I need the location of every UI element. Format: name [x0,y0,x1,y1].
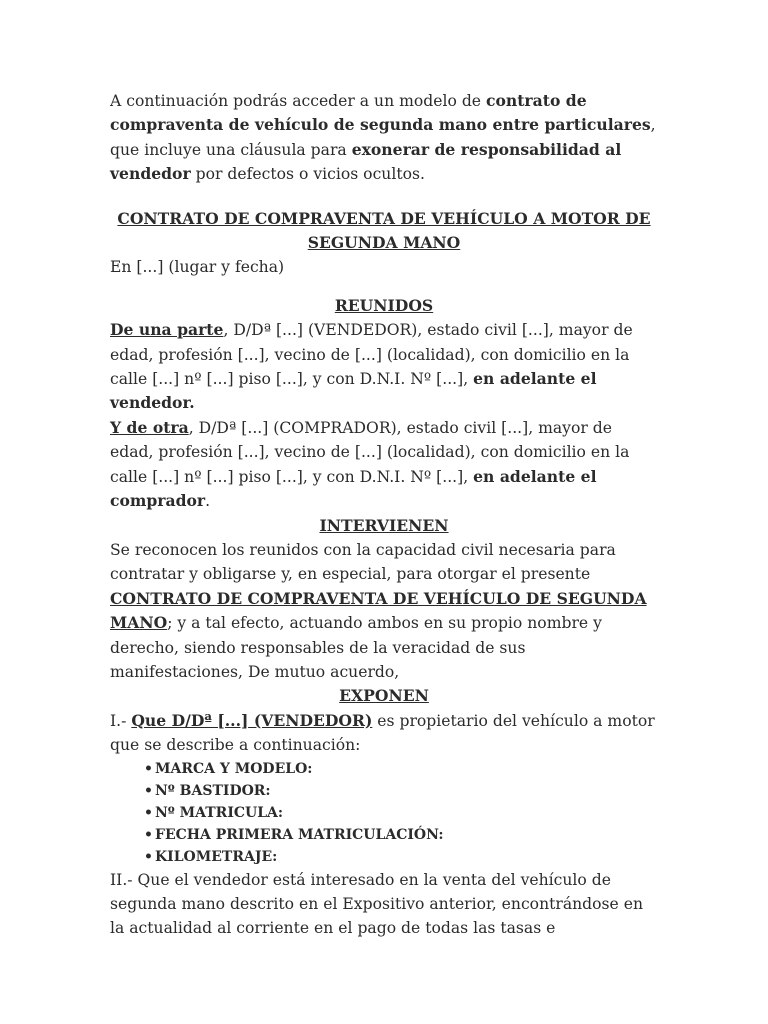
intro-bold-2: exonerar de responsabilidad al vendedor [110,139,622,184]
place-and-date: En [...] (lugar y fecha) [110,258,285,277]
seller-paragraph [110,318,658,416]
vehicle-details-list [110,758,658,868]
seller-bold: en adelante el vendedor. [110,369,597,413]
bullet-icon: • [144,760,153,777]
exponen-i-text: es propietario del vehículo a motor que se describe a continuación: [110,711,655,755]
exponen-i-number: I.- [110,711,132,730]
buyer-bold: en adelante el comprador [110,466,597,511]
intervienen-text-1: Se reconocen los reunidos con la capacidad civil necesaria para contratar y obligarse y, en especial, para otorgar el presente [110,540,616,584]
list-item: • KILOMETRAJE: [144,846,658,868]
intervienen-text-2: ; y a tal efecto, actuando ambos en su propio nombre y derecho, siendo responsables de la veracidad de sus manifestaciones, De mutuo acuerdo, [110,614,602,681]
exponen-i-paragraph [110,709,658,758]
buyer-paragraph [110,416,658,514]
document-content [110,89,658,941]
seller-label: De una parte [110,320,224,340]
list-item: • Nº MATRICULA: [144,802,658,824]
exponen-ii-paragraph: II.- Que el vendedor está interesado en la venta del vehículo de segunda mano descrito en el Expositivo anterior, encontrándose en la actualidad al corriente en el pago de todas las tasas e [110,870,643,938]
intro-text-3: por defectos o vicios ocultos. [190,165,425,184]
bullet-icon: • [144,782,153,799]
intro-text-2: , que incluye una cláusula para [110,116,656,159]
list-item: • FECHA PRIMERA MATRICULACIÓN: [144,824,658,846]
bullet-icon: • [144,826,153,843]
reunidos-heading: REUNIDOS [334,295,434,315]
buyer-end: . [205,492,211,511]
bullet-icon: • [144,848,153,865]
buyer-text: , D/Dª [...] (COMPRADOR), estado civil [...], mayor de edad, profesión [...], vecino de [...] (localidad), con domicilio en la calle [...] nº [...] piso [...], y con D.N.I. Nº [...], [110,418,630,486]
intro-paragraph [110,89,658,187]
exponen-i-bold: Que D/Dª [...] (VENDEDOR) [131,710,373,730]
intervienen-heading: INTERVIENEN [319,515,449,535]
buyer-label: Y de otra [110,417,189,437]
intervienen-paragraph [110,538,658,684]
list-item: • Nº BASTIDOR: [144,780,658,802]
exponen-heading: EXPONEN [339,686,429,706]
intro-text-1: A continuación podrás acceder a un modelo de [110,92,486,110]
intro-bold-1: contrato de compraventa de vehículo de segunda mano entre particulares [110,91,651,135]
contract-title: CONTRATO DE COMPRAVENTA DE VEHÍCULO A MOTOR DE SEGUNDA MANO [117,208,651,253]
list-item: • MARCA Y MODELO: [144,758,658,780]
bullet-icon: • [144,804,153,821]
intervienen-bold: CONTRATO DE COMPRAVENTA DE VEHÍCULO DE SEGUNDA MANO [110,588,647,633]
seller-text: , D/Dª [...] (VENDEDOR), estado civil [...], mayor de edad, profesión [...], vecino de [...] (localidad), con domicilio en la calle [...] nº [...] piso [...], y con D.N.I. Nº [...], [110,321,633,389]
